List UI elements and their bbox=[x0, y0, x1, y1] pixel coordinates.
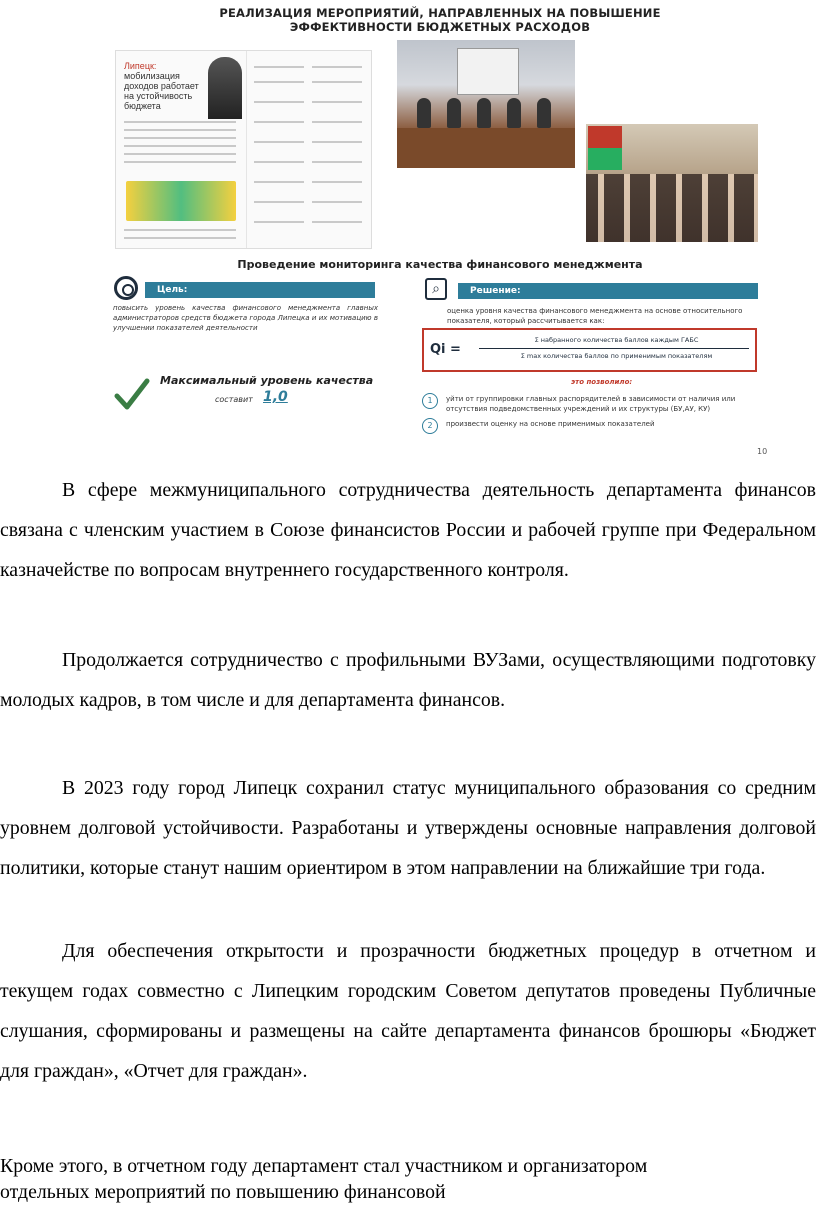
step-number: 1 bbox=[422, 393, 438, 409]
text-line bbox=[312, 81, 362, 83]
text-line bbox=[312, 66, 362, 68]
person bbox=[477, 98, 491, 128]
audience-crowd bbox=[586, 174, 758, 242]
flag-icon bbox=[588, 126, 622, 170]
text-line bbox=[312, 101, 362, 103]
max-quality-title: Максимальный уровень качества bbox=[160, 374, 374, 387]
max-quality-label: составит bbox=[215, 395, 253, 404]
text-line bbox=[312, 201, 362, 203]
solution-text: оценка уровня качества финансового менеджмента на основе относительного показателя, который рассчитывается как: bbox=[447, 307, 743, 325]
monitoring-title: Проведение мониторинга качества финансового менеджмента bbox=[237, 258, 643, 271]
fraction-line bbox=[479, 348, 749, 349]
text-line bbox=[254, 161, 304, 163]
text-line bbox=[254, 221, 304, 223]
allows-label: это позволило: bbox=[571, 378, 633, 386]
person bbox=[507, 98, 521, 128]
target-icon bbox=[114, 276, 138, 300]
slide-image bbox=[95, 0, 785, 465]
magazine-left-column bbox=[116, 51, 247, 248]
text-line bbox=[254, 181, 304, 183]
text-line bbox=[124, 145, 236, 147]
magazine-page-image bbox=[115, 50, 372, 249]
solution-label: Решение: bbox=[458, 283, 758, 299]
paragraph: В 2023 году город Липецк сохранил статус муниципального образования со средним уровнем долговой устойчивости. Разработаны и утверждены основные направления долговой политики, которые станут нашим ориентиром в этом направлении на ближайшие три года. bbox=[0, 777, 816, 879]
presidium-table bbox=[397, 128, 575, 168]
checkmark-icon bbox=[114, 376, 150, 412]
text-line bbox=[124, 229, 236, 231]
text-line bbox=[254, 141, 304, 143]
person bbox=[447, 98, 461, 128]
text-line bbox=[254, 121, 304, 123]
text-line bbox=[312, 181, 362, 183]
text-line bbox=[124, 161, 236, 163]
text-line bbox=[254, 201, 304, 203]
slide-title: РЕАЛИЗАЦИЯ МЕРОПРИЯТИЙ, НАПРАВЛЕННЫХ НА ПОВЫШЕНИЕ ЭФФЕКТИВНОСТИ БЮДЖЕТНЫХ РАСХОДОВ bbox=[219, 6, 661, 34]
audience-photo bbox=[586, 124, 758, 242]
max-quality-value: 1,0 bbox=[263, 389, 288, 405]
text-line bbox=[312, 161, 362, 163]
goal-label: Цель: bbox=[145, 282, 375, 298]
meeting-photo bbox=[397, 40, 575, 168]
step-text: уйти от группировки главных распорядителей в зависимости от наличия или отсутствия подведомственных учреждений и их структуры (БУ,АУ, КУ) bbox=[446, 395, 736, 413]
magnifier-icon: ⌕ bbox=[425, 278, 447, 300]
magazine-portrait bbox=[208, 57, 242, 119]
magazine-infographic bbox=[126, 181, 236, 221]
person bbox=[417, 98, 431, 128]
formula-denominator: Σ max количества баллов по применимым показателям bbox=[520, 352, 713, 360]
text-line bbox=[254, 66, 304, 68]
paragraph: Для обеспечения открытости и прозрачности бюджетных процедур в отчетном и текущем годах совместно с Липецким городским Советом депутатов проведены Публичные слушания, сформированы и размещены на сайте департамента финансов брошюры «Бюджет для граждан», «Отчет для граждан». bbox=[0, 940, 816, 1082]
tail-text: Кроме этого, в отчетном году департамент стал участником и организатором отдельных мероприятий по повышению финансовой bbox=[0, 1155, 648, 1203]
projector-screen bbox=[457, 48, 519, 95]
text-line bbox=[254, 101, 304, 103]
paragraph: В сфере межмуниципального сотрудничества деятельность департамента финансов связана с членским участием в Союзе финансистов России и рабочей группе при Федеральном казначействе по вопросам внутреннего государственного контроля. bbox=[0, 479, 816, 581]
step-number: 2 bbox=[422, 418, 438, 434]
formula-box bbox=[422, 328, 757, 372]
magazine-headline: Липецк: мобилизация доходов работает на устойчивость бюджета bbox=[124, 61, 199, 111]
text-line bbox=[124, 137, 236, 139]
text-line bbox=[124, 237, 236, 239]
slide-page-number: 10 bbox=[757, 447, 768, 456]
step-text: произвести оценку на основе применимых показателей bbox=[446, 420, 655, 428]
text-line bbox=[312, 221, 362, 223]
text-line bbox=[124, 121, 236, 123]
formula-symbol: Qi = bbox=[430, 342, 461, 357]
goal-text: повысить уровень качества финансового менеджмента главных администраторов средств бюджета города Липецка и их мотивацию в улучшении показателей деятельности bbox=[113, 304, 378, 332]
paragraph: Продолжается сотрудничество с профильными ВУЗами, осуществляющими подготовку молодых кадров, в том числе и для департамента финансов. bbox=[0, 649, 816, 711]
formula-numerator: Σ набранного количества баллов каждым ГАБС bbox=[534, 336, 699, 344]
text-line bbox=[312, 141, 362, 143]
text-line bbox=[124, 153, 236, 155]
text-line bbox=[312, 121, 362, 123]
person bbox=[537, 98, 551, 128]
text-line bbox=[254, 81, 304, 83]
text-line bbox=[124, 129, 236, 131]
